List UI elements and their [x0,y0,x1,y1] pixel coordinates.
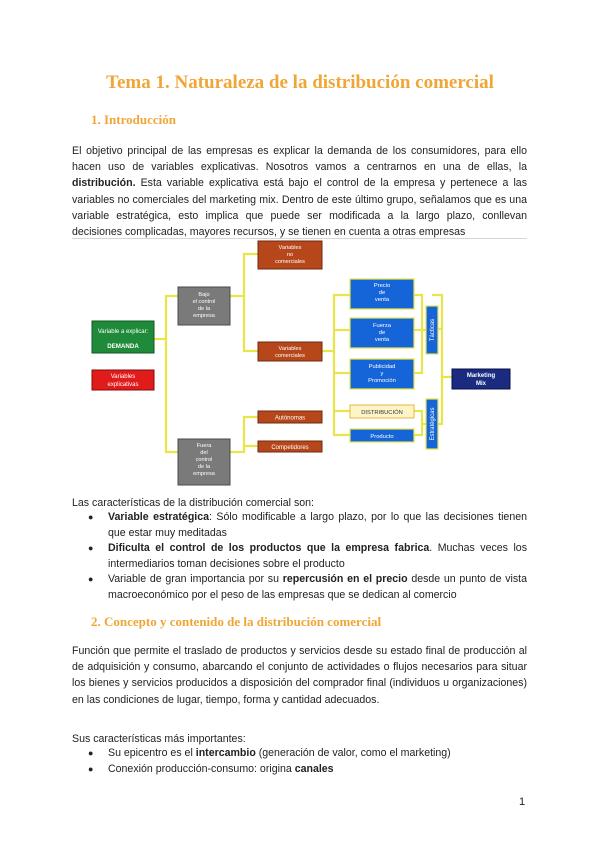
svg-text:comerciales: comerciales [275,353,305,359]
list-item: ● Conexión producción-consumo: origina canales [88,762,334,775]
svg-text:y: y [380,371,384,377]
svg-text:Variables: Variables [278,346,302,352]
svg-text:Precio: Precio [373,283,391,289]
list-item: ● Su epicentro es el intercambio (generación de valor, como el marketing) [88,747,451,759]
svg-text:Tácticas: Tácticas [430,318,436,342]
box-distribucion [350,405,414,418]
svg-text:empresa: empresa [193,313,215,319]
section2-list [72,746,527,777]
box-variables-explicativas [92,370,154,390]
box-competidores [258,441,322,452]
svg-text:venta: venta [374,297,390,303]
box-estrategicas [426,399,438,449]
svg-text:de la: de la [197,306,211,312]
svg-text:explicativas: explicativas [107,382,139,388]
svg-text:Autónomas: Autónomas [274,415,306,422]
characteristics-list [72,510,527,603]
box-producto [350,429,414,442]
box-marketing-mix [452,369,510,389]
svg-text:Variables: Variables [110,374,136,380]
svg-text:Marketing: Marketing [466,373,496,379]
svg-text:de la: de la [197,464,211,470]
list-item: ● Variable estratégica: Sólo modificable a largo plazo, por lo que las decisiones tienen que estar muy meditadas [88,511,527,539]
svg-text:Bajo: Bajo [198,292,210,298]
svg-text:no: no [286,252,294,258]
svg-text:Fuerza: Fuerza [372,323,392,329]
svg-text:Producto: Producto [370,434,394,440]
page-number: 1 [519,796,526,808]
svg-text:Mix: Mix [475,381,487,387]
svg-text:de: de [378,330,386,336]
svg-text:comerciales: comerciales [275,259,305,265]
box-publicidad-promocion [350,359,414,389]
svg-text:empresa: empresa [193,471,215,477]
svg-text:Estratégicas: Estratégicas [430,407,436,441]
concept-paragraph: Función que permite el traslado de productos y servicios desde su estado final de producción al de adquisición y consumo, abarcando el conjunto de actividades o flujos necesarios para situar los bienes y servicios producidos a disposición del comprador final (individuos u organizaciones) en las condiciones de lugar, tiempo, forma y cantidad adecuados. [72,645,527,706]
box-fuerza-de-venta [350,318,414,348]
svg-text:Variable a explicar:: Variable a explicar: [97,329,149,335]
svg-text:del: del [200,450,208,456]
section-heading-introduccion: 1. Introducción [91,112,176,127]
characteristics-intro: Las características de la distribución comercial son: [72,497,314,509]
box-demanda [92,321,154,353]
section2-list-intro: Sus características más importantes: [72,733,246,745]
box-precio-de-venta [350,279,414,309]
svg-text:control: control [195,457,213,463]
svg-text:Promoción: Promoción [368,378,396,384]
box-variables-comerciales [258,342,322,361]
svg-text:de: de [378,290,386,296]
box-variables-no-comerciales [258,241,322,269]
svg-text:el control: el control [192,299,216,305]
svg-text:DEMANDA: DEMANDA [107,343,139,350]
svg-text:Competidores: Competidores [271,445,309,451]
svg-text:Publicidad: Publicidad [368,364,396,370]
list-item: ● Variable de gran importancia por su repercusión en el precio desde un punto de vista macroeconómico por el peso de las empresas que se dedican al comercio [88,573,527,601]
svg-text:Variables: Variables [278,245,302,251]
svg-text:DISTRIBUCIÓN: DISTRIBUCIÓN [361,410,403,416]
box-bajo-control [178,287,230,325]
list-item: ● Dificulta el control de los productos que la empresa fabrica. Muchas veces los intermediarios toman decisiones sobre el producto [88,542,527,570]
page-title: Tema 1. Naturaleza de la distribución comercial [106,72,494,93]
intro-paragraph: El objetivo principal de las empresas es explicar la demanda de los consumidores, para ello hacen uso de variables explicativas. Nosotros vamos a centrarnos en una de ellas, la distribución. Esta variable explicativa está bajo el control de la empresa y pertenece a las variables no comerciales del marketing mix. Dentro de este último grupo, señalamos que es una variable estratégica, esto implica que puede ser modificada a la largo plazo, conllevan decisiones complicadas, mayores recursos, y se tienen en cuenta a otras empresas [72,145,527,239]
box-autonomas [258,411,322,423]
svg-text:Fuera: Fuera [196,443,212,449]
svg-text:venta: venta [374,337,390,343]
box-tacticas [426,306,438,354]
section-heading-concepto: 2. Concepto y contenido de la distribución comercial [91,614,382,629]
box-fuera-control [178,439,230,485]
marketing-mix-diagram [72,239,527,489]
